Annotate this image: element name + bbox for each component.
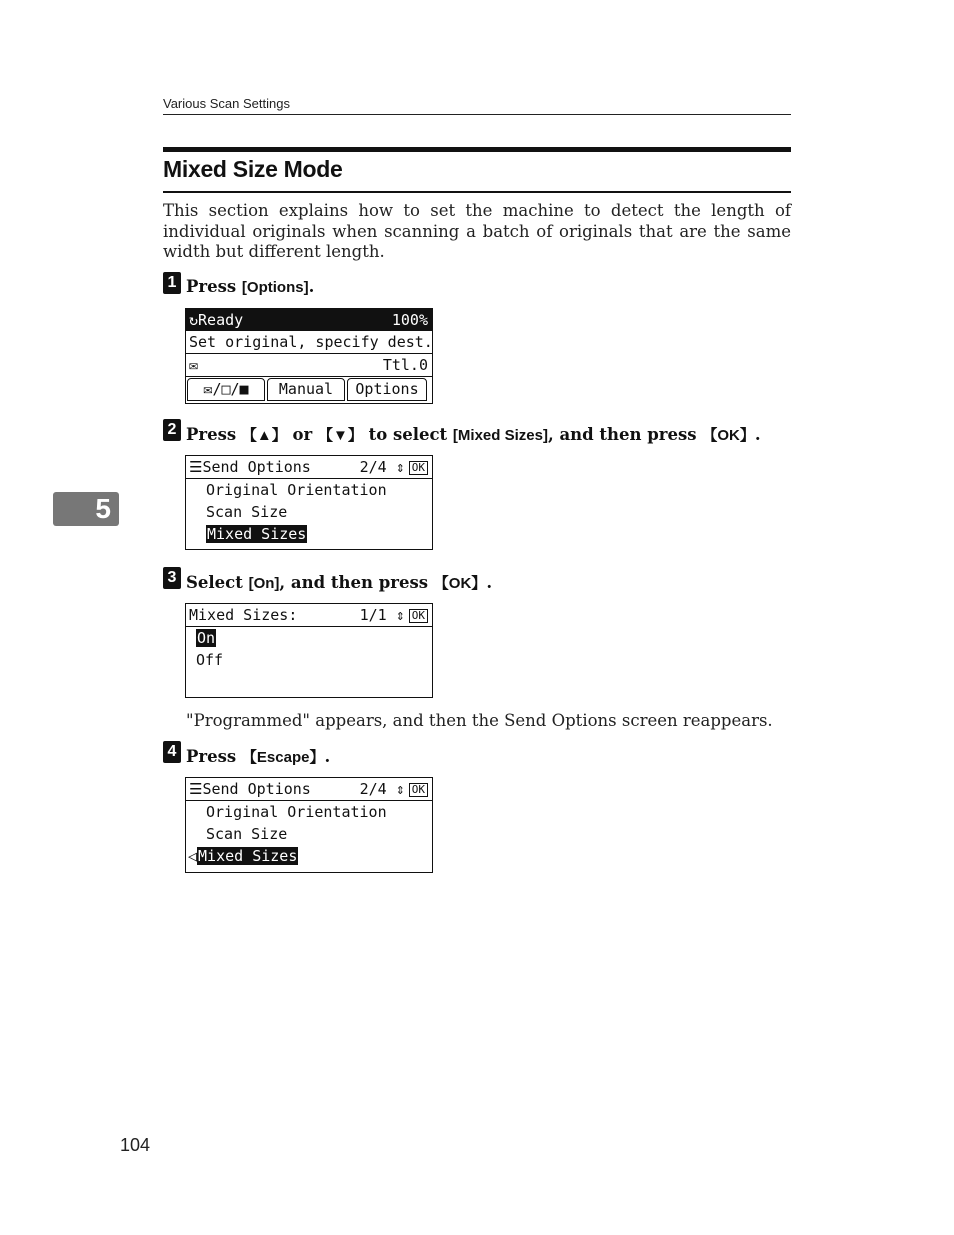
step-2-text: . bbox=[754, 425, 761, 444]
lcd-status: Ready bbox=[198, 311, 244, 329]
softkey-options[interactable]: Options bbox=[347, 378, 427, 401]
ok-box-icon: OK bbox=[409, 461, 428, 475]
scanner-icon: ✉ bbox=[189, 356, 199, 374]
lcd-item[interactable]: Original Orientation bbox=[206, 803, 387, 821]
speaker-icon: ◁ bbox=[188, 847, 198, 865]
step-2-text: Press bbox=[186, 425, 242, 444]
lcd-title-bar bbox=[186, 604, 432, 627]
menu-icon: ☰ bbox=[189, 780, 203, 798]
lcd-title-bar bbox=[186, 456, 432, 479]
step-4-number: 4 bbox=[163, 741, 181, 763]
lcd-title: Send Options bbox=[202, 780, 311, 798]
on-key-label: [On] bbox=[248, 575, 280, 592]
lcd-status-bar bbox=[186, 309, 432, 331]
lcd-screen-ready bbox=[185, 308, 433, 404]
step-1-instruction bbox=[186, 277, 314, 296]
lcd-screen-send-options-after bbox=[185, 777, 433, 873]
mixed-sizes-key-label: [Mixed Sizes] bbox=[452, 427, 548, 444]
ready-icon: ↻ bbox=[189, 311, 199, 329]
escape-key-label: 【Escape】 bbox=[241, 749, 325, 766]
lcd-item-selected[interactable]: On bbox=[197, 629, 216, 647]
step-2-text: to select bbox=[362, 425, 453, 444]
lcd-item[interactable]: Original Orientation bbox=[206, 481, 387, 499]
ok-box-icon: OK bbox=[409, 783, 428, 797]
step-1-period: . bbox=[308, 277, 315, 296]
lcd-item-selected[interactable]: ◁Mixed Sizes bbox=[188, 847, 298, 865]
ok-box-icon: OK bbox=[409, 609, 428, 623]
lcd-item[interactable]: Scan Size bbox=[206, 503, 288, 521]
options-key-label: [Options] bbox=[241, 279, 309, 296]
step-3-note: "Programmed" appears, and then the Send Options screen reappears. bbox=[186, 711, 773, 730]
step-3-instruction bbox=[186, 572, 492, 593]
step-3-text: Select bbox=[186, 573, 249, 592]
lcd-zoom: 100% bbox=[391, 311, 428, 329]
page-number: 104 bbox=[120, 1135, 151, 1155]
lcd-title: Send Options bbox=[202, 458, 311, 476]
step-1-text: Press bbox=[186, 277, 242, 296]
page-title: Mixed Size Mode bbox=[163, 156, 343, 182]
lcd-title-bar bbox=[186, 778, 432, 801]
step-2-instruction bbox=[186, 424, 761, 445]
lcd-total: Ttl.0 bbox=[382, 356, 428, 374]
lcd-item[interactable]: Scan Size bbox=[206, 825, 288, 843]
softkey-manual[interactable]: Manual bbox=[267, 378, 345, 401]
running-header: Various Scan Settings bbox=[163, 96, 290, 111]
lcd-softkeys bbox=[186, 376, 432, 401]
lcd-total-row bbox=[186, 354, 432, 376]
title-top-rule bbox=[163, 147, 791, 152]
lcd-screen-mixed-sizes bbox=[185, 603, 433, 698]
lcd-message: Set original, specify dest. bbox=[186, 331, 432, 354]
step-2-text: , and then press bbox=[547, 425, 703, 444]
intro-paragraph: This section explains how to set the machine to detect the length of individual originals when scanning a batch of originals that are the same width but different length. bbox=[163, 201, 791, 261]
updown-icon: ⇕ bbox=[395, 780, 405, 798]
step-4-text: . bbox=[324, 747, 331, 766]
step-3-number: 3 bbox=[163, 567, 181, 589]
step-1-number: 1 bbox=[163, 272, 181, 294]
step-2-text: or bbox=[286, 425, 318, 444]
step-2-number: 2 bbox=[163, 419, 181, 441]
updown-icon: ⇕ bbox=[395, 458, 405, 476]
title-bottom-rule bbox=[163, 191, 791, 193]
header-rule bbox=[163, 114, 791, 115]
lcd-item-selected[interactable]: Mixed Sizes bbox=[207, 525, 307, 543]
menu-icon: ☰ bbox=[189, 458, 203, 476]
lcd-item[interactable]: Off bbox=[196, 651, 224, 669]
step-4-instruction bbox=[186, 746, 330, 767]
lcd-page-indicator: 1/1 ⇕ OK bbox=[360, 604, 428, 626]
updown-icon: ⇕ bbox=[395, 606, 405, 624]
chapter-tab: 5 bbox=[53, 492, 119, 526]
softkey-destination[interactable]: ✉/□/■ bbox=[187, 378, 265, 401]
step-3-text: . bbox=[486, 573, 493, 592]
ok-key-label: 【OK】 bbox=[702, 427, 755, 444]
down-key-label: 【▼】 bbox=[317, 427, 363, 444]
lcd-page-indicator: 2/4 ⇕ OK bbox=[360, 456, 428, 478]
up-key-label: 【▲】 bbox=[241, 427, 287, 444]
lcd-screen-send-options bbox=[185, 455, 433, 550]
lcd-page-indicator: 2/4 ⇕ OK bbox=[360, 778, 428, 800]
step-3-text: , and then press bbox=[279, 573, 434, 592]
lcd-title: Mixed Sizes: bbox=[189, 606, 298, 624]
ok-key-label: 【OK】 bbox=[433, 575, 487, 592]
step-4-text: Press bbox=[186, 747, 242, 766]
